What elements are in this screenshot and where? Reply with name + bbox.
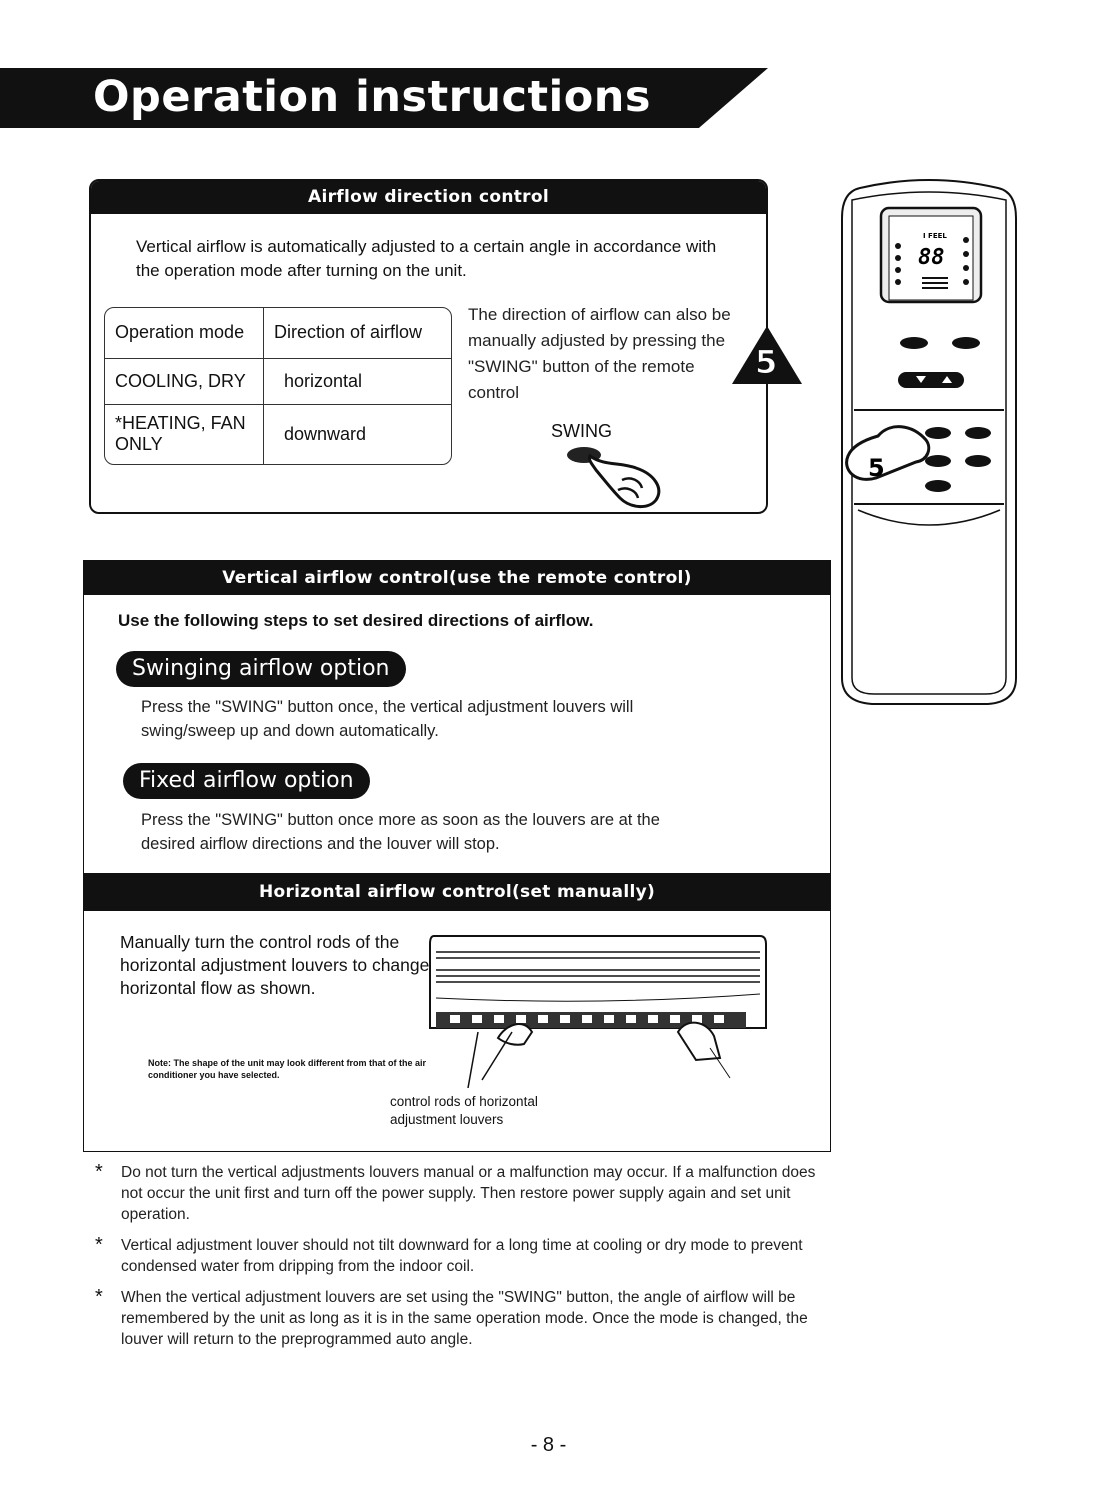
swinging-airflow-text: Press the "SWING" button once, the vertical adjustment louvers will swing/sweep up and down automatically.	[141, 698, 634, 740]
airflow-intro-text: Vertical airflow is automatically adjusted to a certain angle in accordance with the operation mode after turning on the unit.	[136, 237, 717, 280]
fixed-airflow-text: Press the "SWING" button once more as soon as the louvers are at the desired airflow directions and the louver will stop.	[141, 811, 660, 853]
indoor-unit-illustration	[420, 928, 780, 1088]
remote-button	[925, 480, 951, 492]
unit-shape-note: Note: The shape of the unit may look different from that of the air conditioner you have selected.	[148, 1058, 427, 1080]
list-item: * Do not turn the vertical adjustments louvers manual or a malfunction may occur. If a malfunction does not occur the unit first and turn off the power supply. Then restore power supply again and set unit operation.	[95, 1161, 816, 1223]
section-title-vertical: Vertical airflow control(use the remote control)	[84, 561, 830, 595]
table-cell-mode: COOLING, DRY	[105, 358, 264, 404]
table-row	[105, 404, 451, 464]
remote-button	[965, 455, 991, 467]
table-header-mode: Operation mode	[105, 308, 264, 358]
step-5-number: 5	[755, 343, 778, 381]
asterisk-icon: *	[95, 1234, 103, 1256]
remote-swing-button	[925, 427, 951, 439]
table-row	[105, 358, 451, 404]
asterisk-icon: *	[95, 1161, 103, 1183]
fixed-airflow-heading: Fixed airflow option	[123, 763, 370, 799]
manual-adjust-text: The direction of airflow can also be manually adjusted by pressing the "SWING" button of the remote control	[468, 305, 731, 402]
table-cell-direction: horizontal	[264, 358, 452, 404]
remote-display-digits: 88	[918, 245, 945, 270]
operation-mode-table	[104, 307, 452, 465]
hand-pressing-swing-icon	[560, 440, 670, 512]
table-cell-mode: *HEATING, FAN ONLY	[105, 404, 264, 464]
list-item: * Vertical adjustment louver should not tilt downward for a long time at cooling or dry mode to prevent condensed water from dripping from the indoor coil.	[95, 1234, 803, 1275]
asterisk-icon: *	[95, 1286, 103, 1308]
remote-step-number: 5	[868, 454, 885, 482]
remote-temp-rocker	[898, 372, 964, 388]
remote-button	[900, 337, 928, 349]
section-title-horizontal: Horizontal airflow control(set manually)	[83, 873, 831, 911]
swing-button-label: SWING	[551, 421, 612, 441]
horizontal-instructions-text: Manually turn the control rods of the horizontal adjustment louvers to change horizontal flow as shown.	[120, 932, 430, 998]
swinging-airflow-heading: Swinging airflow option	[116, 651, 406, 687]
list-item: * When the vertical adjustment louvers are set using the "SWING" button, the angle of airflow will be remembered by the unit as long as it is in the same operation mode. Once the mode is changed, the louver will return to the preprogrammed auto angle.	[95, 1286, 808, 1348]
table-cell-direction: downward	[284, 423, 367, 444]
table-header-direction: Direction of airflow	[264, 308, 452, 358]
page-number: - 8 -	[530, 1434, 567, 1456]
remote-button	[925, 455, 951, 467]
control-rods-label: control rods of horizontal adjustment louvers	[390, 1094, 538, 1127]
remote-button	[965, 427, 991, 439]
page-title: Operation instructions	[93, 72, 651, 122]
remote-control-illustration	[838, 178, 1020, 708]
remote-display-label: I FEEL	[923, 232, 947, 240]
remote-button	[952, 337, 980, 349]
section-title-airflow-direction: Airflow direction control	[91, 181, 766, 214]
steps-lead-text: Use the following steps to set desired directions of airflow.	[118, 611, 594, 630]
notes-list	[95, 1162, 840, 1360]
